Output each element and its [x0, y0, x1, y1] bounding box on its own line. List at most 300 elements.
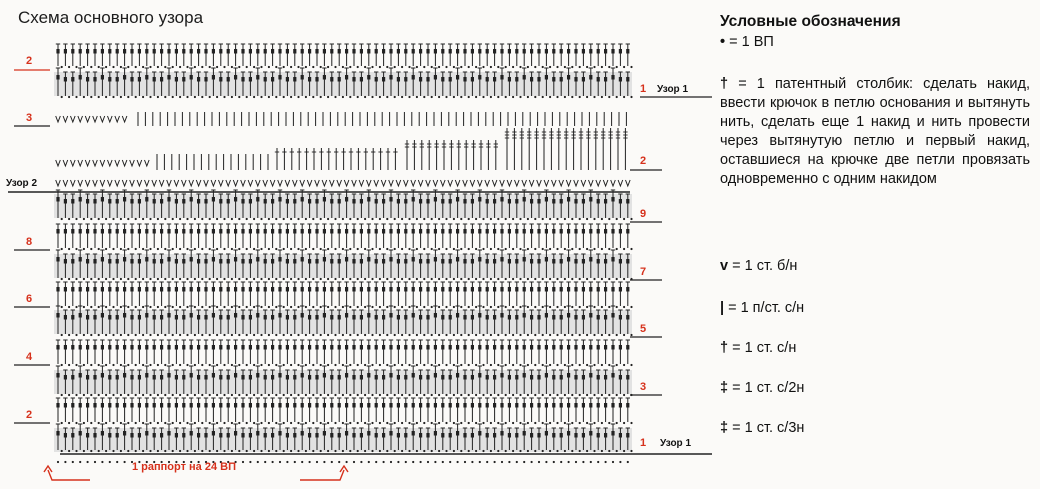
patent-stitch-knot — [308, 229, 311, 234]
chain-dot — [571, 364, 573, 366]
sc-stitch — [71, 116, 76, 122]
chain-dot — [542, 66, 544, 68]
patent-stitch-knot — [611, 75, 614, 80]
patent-stitch-knot — [367, 257, 370, 262]
patent-stitch-knot — [389, 313, 392, 318]
dtr-triple-cross-icon: ‡ — [720, 420, 729, 436]
patent-stitch-knot — [108, 403, 111, 408]
patent-stitch-knot — [308, 315, 311, 320]
sc-stitch — [389, 180, 394, 186]
chain-dot — [290, 394, 292, 396]
patent-stitch-knot — [471, 345, 474, 350]
patent-stitch-knot — [323, 431, 326, 436]
chain-dot — [283, 422, 285, 424]
patent-stitch-knot — [456, 287, 459, 292]
chain-dot — [549, 278, 551, 280]
chain-dot — [556, 278, 558, 280]
chain-dot — [135, 450, 137, 452]
chain-dot — [246, 248, 248, 250]
chain-dot — [453, 394, 455, 396]
chain-dot — [149, 394, 151, 396]
chain-dot — [408, 248, 410, 250]
chain-dot — [179, 248, 181, 250]
chain-dot — [512, 96, 514, 98]
patent-stitch-knot — [589, 49, 592, 54]
chain-dot — [482, 422, 484, 424]
patent-stitch-knot — [523, 403, 526, 408]
chain-dot — [527, 334, 529, 336]
chain-dot — [179, 278, 181, 280]
chain-dot — [61, 248, 63, 250]
patent-stitch-knot — [323, 49, 326, 54]
chain-dot — [105, 96, 107, 98]
patent-stitch-knot — [582, 49, 585, 54]
chain-dot — [253, 334, 255, 336]
chain-dot — [98, 278, 100, 280]
sc-stitch — [159, 180, 164, 186]
chain-dot — [475, 96, 477, 98]
right-row-number: 9 — [640, 208, 647, 220]
chain-dot — [112, 450, 114, 452]
chain-dot — [364, 66, 366, 68]
chain-dot — [164, 394, 166, 396]
chain-dot — [116, 461, 118, 463]
patent-stitch-knot — [249, 315, 252, 320]
patent-stitch-knot — [463, 199, 466, 204]
chain-dot — [586, 278, 588, 280]
patent-stitch-knot — [227, 403, 230, 408]
patent-stitch-knot — [456, 229, 459, 234]
sc-stitch — [618, 180, 623, 186]
patent-stitch-knot — [619, 259, 622, 264]
chain-dot — [505, 450, 507, 452]
patent-stitch-knot — [619, 199, 622, 204]
patent-stitch-knot — [130, 229, 133, 234]
patent-stitch-knot — [160, 49, 163, 54]
chain-dot — [216, 364, 218, 366]
chain-dot — [201, 96, 203, 98]
chain-dot — [371, 66, 373, 68]
chain-dot — [172, 96, 174, 98]
chain-dot — [301, 461, 303, 463]
patent-stitch-knot — [478, 345, 481, 350]
patent-stitch-knot — [315, 259, 318, 264]
patent-stitch-knot — [93, 49, 96, 54]
chain-dot — [275, 66, 277, 68]
chain-dot — [460, 364, 462, 366]
patent-stitch-knot — [249, 229, 252, 234]
chain-dot — [505, 306, 507, 308]
patent-stitch-knot — [478, 75, 481, 80]
chain-dot — [268, 66, 270, 68]
chain-dot — [290, 334, 292, 336]
patent-stitch-knot — [138, 229, 141, 234]
patent-stitch-knot — [493, 345, 496, 350]
chain-dot — [98, 334, 100, 336]
patent-stitch-knot — [293, 199, 296, 204]
patent-stitch-knot — [604, 49, 607, 54]
chain-dot — [623, 394, 625, 396]
patent-stitch-knot — [219, 229, 222, 234]
sc-stitch — [463, 180, 468, 186]
patent-stitch-knot — [190, 197, 193, 202]
chain-dot — [497, 306, 499, 308]
chain-dot — [105, 278, 107, 280]
page-title: Схема основного узора — [18, 8, 204, 27]
chain-dot — [408, 364, 410, 366]
sc-stitch — [270, 180, 275, 186]
patent-stitch-knot — [190, 257, 193, 262]
patent-stitch-knot — [182, 287, 185, 292]
patent-stitch-knot — [456, 431, 459, 436]
patent-stitch-knot — [301, 257, 304, 262]
patent-stitch-knot — [286, 49, 289, 54]
chain-dot — [364, 306, 366, 308]
patent-stitch-knot — [338, 199, 341, 204]
chain-dot — [194, 278, 196, 280]
chain-dot — [479, 461, 481, 463]
chain-dot — [364, 364, 366, 366]
chain-dot — [379, 306, 381, 308]
chain-dot — [223, 422, 225, 424]
chain-dot — [616, 334, 618, 336]
chain-dot — [223, 66, 225, 68]
chain-dot — [342, 218, 344, 220]
patent-stitch-knot — [56, 373, 59, 378]
patent-stitch-knot — [182, 229, 185, 234]
patent-stitch-knot — [597, 375, 600, 380]
patent-stitch-knot — [234, 313, 237, 318]
chain-dot — [556, 306, 558, 308]
patent-stitch-knot — [352, 345, 355, 350]
patent-stitch-knot — [86, 199, 89, 204]
chain-dot — [320, 422, 322, 424]
patent-stitch-knot — [330, 229, 333, 234]
sc-stitch — [204, 180, 209, 186]
patent-stitch-knot — [604, 199, 607, 204]
chain-dot — [357, 394, 359, 396]
patent-stitch-knot — [71, 259, 74, 264]
patent-stitch-knot — [308, 77, 311, 82]
patent-stitch-knot — [574, 403, 577, 408]
patent-stitch-knot — [71, 49, 74, 54]
patent-stitch-knot — [197, 315, 200, 320]
patent-stitch-knot — [271, 77, 274, 82]
chain-dot — [564, 450, 566, 452]
chain-dot — [231, 278, 233, 280]
chain-dot — [346, 461, 348, 463]
chain-dot — [538, 461, 540, 463]
chain-dot — [209, 334, 211, 336]
patent-stitch-knot — [212, 229, 215, 234]
patent-stitch-knot — [175, 229, 178, 234]
chain-dot — [408, 218, 410, 220]
patent-stitch-knot — [130, 287, 133, 292]
chain-dot — [238, 218, 240, 220]
patent-stitch-knot — [79, 49, 82, 54]
chain-dot — [172, 422, 174, 424]
patent-stitch-knot — [515, 77, 518, 82]
chain-dot — [542, 96, 544, 98]
patent-stitch-knot — [101, 345, 104, 350]
chain-dot — [601, 66, 603, 68]
chain-dot — [379, 364, 381, 366]
chain-dot — [209, 66, 211, 68]
chain-dot — [497, 394, 499, 396]
patent-stitch-knot — [360, 287, 363, 292]
patent-stitch-knot — [456, 403, 459, 408]
chain-dot — [371, 218, 373, 220]
patent-stitch-knot — [116, 49, 119, 54]
patent-stitch-knot — [108, 229, 111, 234]
patent-stitch-knot — [301, 229, 304, 234]
chain-dot — [497, 422, 499, 424]
sc-stitch — [544, 180, 549, 186]
patent-stitch-knot — [219, 287, 222, 292]
chain-dot — [297, 334, 299, 336]
chain-dot — [549, 364, 551, 366]
chain-dot — [112, 334, 114, 336]
chain-dot — [223, 306, 225, 308]
chain-dot — [431, 218, 433, 220]
chain-dot — [512, 394, 514, 396]
chain-dot — [438, 394, 440, 396]
sc-stitch — [529, 180, 534, 186]
chain-dot — [601, 96, 603, 98]
chain-dot — [471, 461, 473, 463]
right-row-number: 7 — [640, 266, 647, 278]
chain-dot — [127, 66, 129, 68]
chain-dot — [453, 278, 455, 280]
patent-stitch-knot — [626, 315, 629, 320]
chain-dot — [601, 394, 603, 396]
chain-dot — [482, 278, 484, 280]
chain-dot — [616, 248, 618, 250]
chain-dot — [260, 96, 262, 98]
chain-dot — [549, 248, 551, 250]
chain-dot — [98, 394, 100, 396]
chain-dot — [275, 334, 277, 336]
chain-dot — [475, 364, 477, 366]
chain-dot — [194, 334, 196, 336]
patent-stitch-knot — [515, 403, 518, 408]
patent-stitch-knot — [175, 49, 178, 54]
chain-dot — [438, 422, 440, 424]
chain-dot — [431, 364, 433, 366]
chain-dot — [149, 248, 151, 250]
chain-dot — [223, 278, 225, 280]
chain-dot — [401, 394, 403, 396]
patent-stitch-knot — [93, 229, 96, 234]
chain-dot — [542, 278, 544, 280]
patent-stitch-knot — [116, 345, 119, 350]
chain-dot — [468, 248, 470, 250]
patent-stitch-knot — [227, 199, 230, 204]
patent-stitch-knot — [382, 49, 385, 54]
sc-stitch — [552, 180, 557, 186]
chain-dot — [201, 334, 203, 336]
chain-dot — [209, 422, 211, 424]
sc-stitch — [115, 160, 120, 166]
chain-dot — [364, 248, 366, 250]
chain-dot — [423, 96, 425, 98]
patent-stitch-knot — [182, 433, 185, 438]
patent-stitch-knot — [508, 345, 511, 350]
chain-dot — [608, 364, 610, 366]
patent-stitch-knot — [93, 375, 96, 380]
chain-dot — [445, 394, 447, 396]
chain-dot — [327, 334, 329, 336]
chain-dot — [386, 96, 388, 98]
patent-stitch-knot — [552, 199, 555, 204]
chain-dot — [201, 422, 203, 424]
chain-dot — [186, 278, 188, 280]
patent-stitch-knot — [190, 431, 193, 436]
chain-dot — [68, 306, 70, 308]
chain-dot — [616, 364, 618, 366]
patent-stitch-knot — [404, 229, 407, 234]
chain-dot — [505, 248, 507, 250]
chain-dot — [386, 218, 388, 220]
chain-dot — [149, 364, 151, 366]
patent-stitch-knot — [338, 403, 341, 408]
patent-stitch-knot — [589, 313, 592, 318]
chain-dot — [505, 218, 507, 220]
chain-dot — [194, 306, 196, 308]
patent-stitch-knot — [574, 199, 577, 204]
chain-dot — [438, 248, 440, 250]
chain-dot — [349, 364, 351, 366]
chain-dot — [512, 218, 514, 220]
patent-stitch-knot — [86, 433, 89, 438]
patent-stitch-knot — [79, 197, 82, 202]
chain-dot — [353, 461, 355, 463]
chain-dot — [394, 394, 396, 396]
chain-dot — [90, 248, 92, 250]
chain-dot — [61, 394, 63, 396]
patent-stitch-knot — [619, 49, 622, 54]
chain-dot — [75, 96, 77, 98]
chain-dot — [120, 364, 122, 366]
patent-stitch-knot — [389, 287, 392, 292]
chain-dot — [268, 334, 270, 336]
patent-stitch-knot — [153, 259, 156, 264]
chain-dot — [334, 96, 336, 98]
chain-dot — [593, 422, 595, 424]
chain-dot — [186, 306, 188, 308]
patent-stitch-knot — [145, 197, 148, 202]
patent-stitch-knot — [560, 77, 563, 82]
chain-dot-icon: • — [720, 34, 726, 50]
chain-dot — [593, 364, 595, 366]
patent-stitch-knot — [308, 403, 311, 408]
sc-stitch — [122, 116, 127, 122]
patent-stitch-knot — [293, 49, 296, 54]
chain-dot — [142, 218, 144, 220]
chain-dot — [61, 364, 63, 366]
patent-stitch-knot — [286, 375, 289, 380]
chain-dot — [579, 66, 581, 68]
patent-stitch-knot — [264, 199, 267, 204]
sc-stitch — [559, 180, 564, 186]
chain-dot — [630, 334, 632, 336]
patent-stitch-knot — [234, 75, 237, 80]
patent-stitch-knot — [256, 257, 259, 262]
sc-stitch — [196, 180, 201, 186]
patent-stitch-knot — [101, 257, 104, 262]
patent-stitch-knot — [619, 77, 622, 82]
chain-dot — [512, 66, 514, 68]
chain-dot — [357, 248, 359, 250]
patent-stitch-knot — [597, 49, 600, 54]
chain-dot — [75, 394, 77, 396]
patent-stitch-knot — [397, 315, 400, 320]
chain-dot — [342, 66, 344, 68]
chain-dot — [549, 66, 551, 68]
chain-dot — [283, 364, 285, 366]
patent-stitch-knot — [463, 229, 466, 234]
patent-stitch-knot — [589, 431, 592, 436]
patent-stitch-knot — [626, 403, 629, 408]
patent-stitch-knot — [264, 287, 267, 292]
chain-dot — [386, 334, 388, 336]
chain-dot — [305, 218, 307, 220]
chain-dot — [135, 364, 137, 366]
patent-stitch-knot — [434, 75, 437, 80]
sc-stitch — [566, 180, 571, 186]
chain-dot — [571, 96, 573, 98]
patent-stitch-knot — [456, 313, 459, 318]
patent-stitch-knot — [182, 375, 185, 380]
patent-stitch-knot — [56, 229, 59, 234]
patent-stitch-knot — [426, 77, 429, 82]
chain-dot — [305, 248, 307, 250]
chain-dot — [68, 364, 70, 366]
patent-stitch-knot — [123, 75, 126, 80]
patent-stitch-knot — [523, 287, 526, 292]
chain-dot — [571, 306, 573, 308]
patent-stitch-knot — [204, 49, 207, 54]
chain-dot — [149, 66, 151, 68]
patent-stitch-knot — [508, 77, 511, 82]
patent-stitch-knot — [545, 197, 548, 202]
chain-dot — [75, 248, 77, 250]
patent-stitch-knot — [582, 259, 585, 264]
chain-dot — [260, 218, 262, 220]
chain-dot — [216, 278, 218, 280]
patent-stitch-knot — [375, 49, 378, 54]
chain-dot — [623, 334, 625, 336]
chain-dot — [571, 278, 573, 280]
patent-stitch-knot — [367, 431, 370, 436]
chain-dot — [534, 364, 536, 366]
patent-stitch-knot — [397, 49, 400, 54]
patent-stitch-knot — [426, 287, 429, 292]
patent-stitch-knot — [582, 229, 585, 234]
patent-stitch-knot — [308, 287, 311, 292]
chain-dot — [608, 66, 610, 68]
chain-dot — [320, 96, 322, 98]
patent-stitch-knot — [478, 49, 481, 54]
chain-dot — [590, 461, 592, 463]
sc-stitch — [85, 116, 90, 122]
patent-stitch-knot — [323, 313, 326, 318]
chain-dot — [105, 66, 107, 68]
patent-stitch-knot — [486, 287, 489, 292]
chain-dot — [357, 364, 359, 366]
chain-dot — [172, 450, 174, 452]
chain-dot — [157, 450, 159, 452]
